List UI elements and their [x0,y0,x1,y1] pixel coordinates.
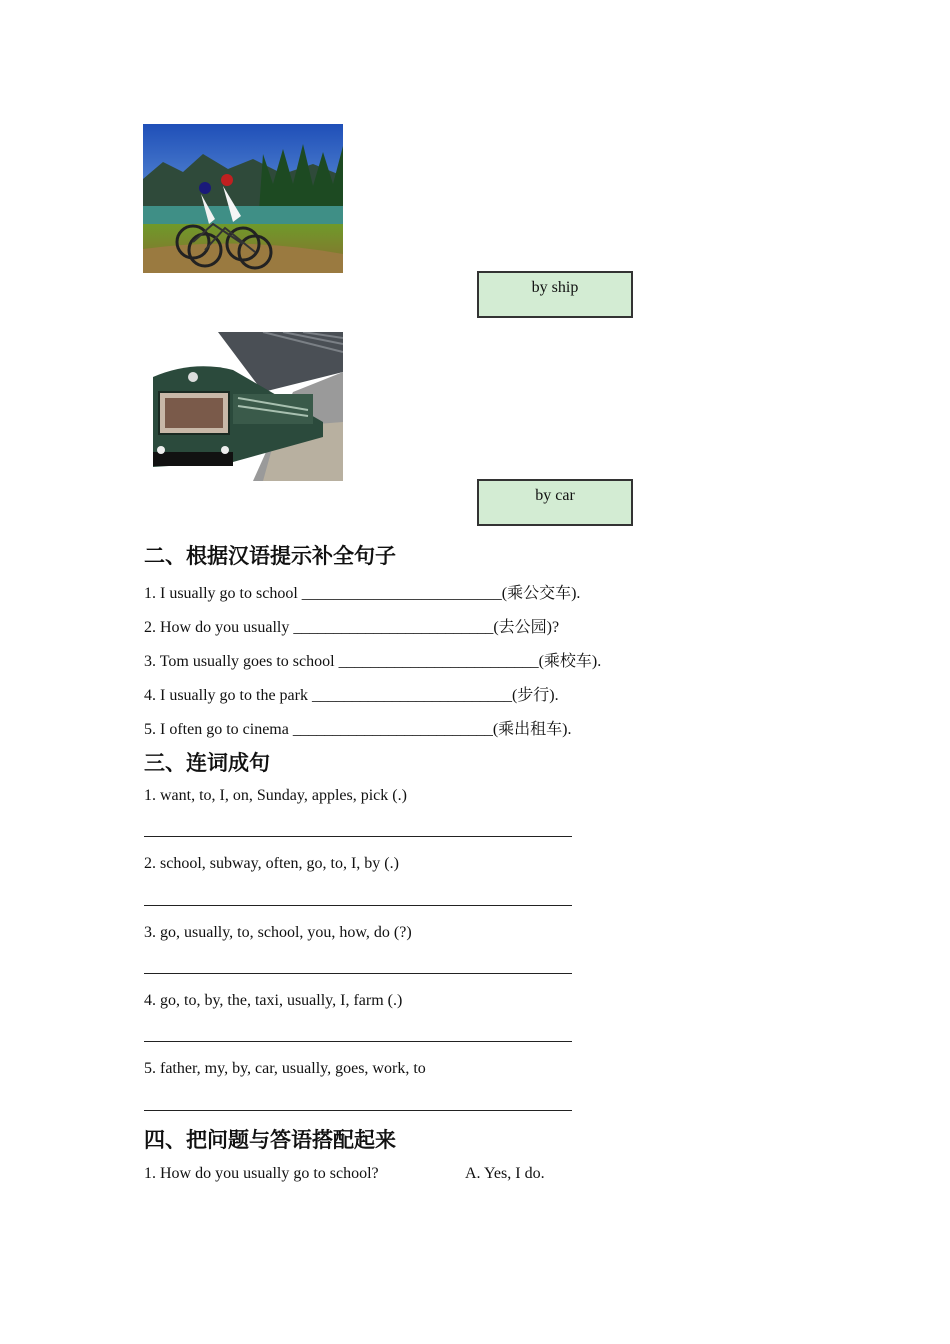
section3-title: 三、连词成句 [144,751,270,775]
fill-in-item: 4. I usually go to the park _________________________(步行). [144,687,559,704]
word-order-item: 1. want, to, I, on, Sunday, apples, pick (.) [144,787,407,804]
train-photo [143,332,343,481]
match-box-label: by ship [531,279,579,296]
cyclists-photo [143,124,343,273]
answer-line[interactable] [144,1110,572,1111]
fill-in-item: 5. I often go to cinema _________________________(乘出租车). [144,721,572,738]
answer-blank[interactable]: _________________________ [338,653,539,670]
match-answer: A. Yes, I do. [465,1165,545,1182]
fill-in-item: 1. I usually go to school _________________________(乘公交车). [144,585,581,602]
word-order-item: 2. school, subway, often, go, to, I, by (.) [144,855,399,872]
fill-in-item: 3. Tom usually goes to school _________________________(乘校车). [144,653,602,670]
answer-line[interactable] [144,973,572,974]
word-order-item: 5. father, my, by, car, usually, goes, work, to [144,1060,426,1077]
answer-blank[interactable]: _________________________ [301,585,502,602]
answer-blank[interactable]: _________________________ [311,687,512,704]
word-order-item: 4. go, to, by, the, taxi, usually, I, farm (.) [144,992,403,1009]
section4-title: 四、把问题与答语搭配起来 [144,1128,396,1152]
fill-in-item: 2. How do you usually _________________________(去公园)? [144,619,560,636]
match-box-label: by car [535,487,575,504]
section2-title: 二、根据汉语提示补全句子 [144,544,396,568]
answer-blank[interactable]: _________________________ [292,721,493,738]
answer-blank[interactable]: _________________________ [293,619,494,636]
match-box-by-car [477,479,633,526]
answer-line[interactable] [144,836,572,837]
word-order-item: 3. go, usually, to, school, you, how, do (?) [144,924,412,941]
match-box-by-ship [477,271,633,318]
match-question: 1. How do you usually go to school? [144,1165,379,1182]
answer-line[interactable] [144,905,572,906]
answer-line[interactable] [144,1041,572,1042]
